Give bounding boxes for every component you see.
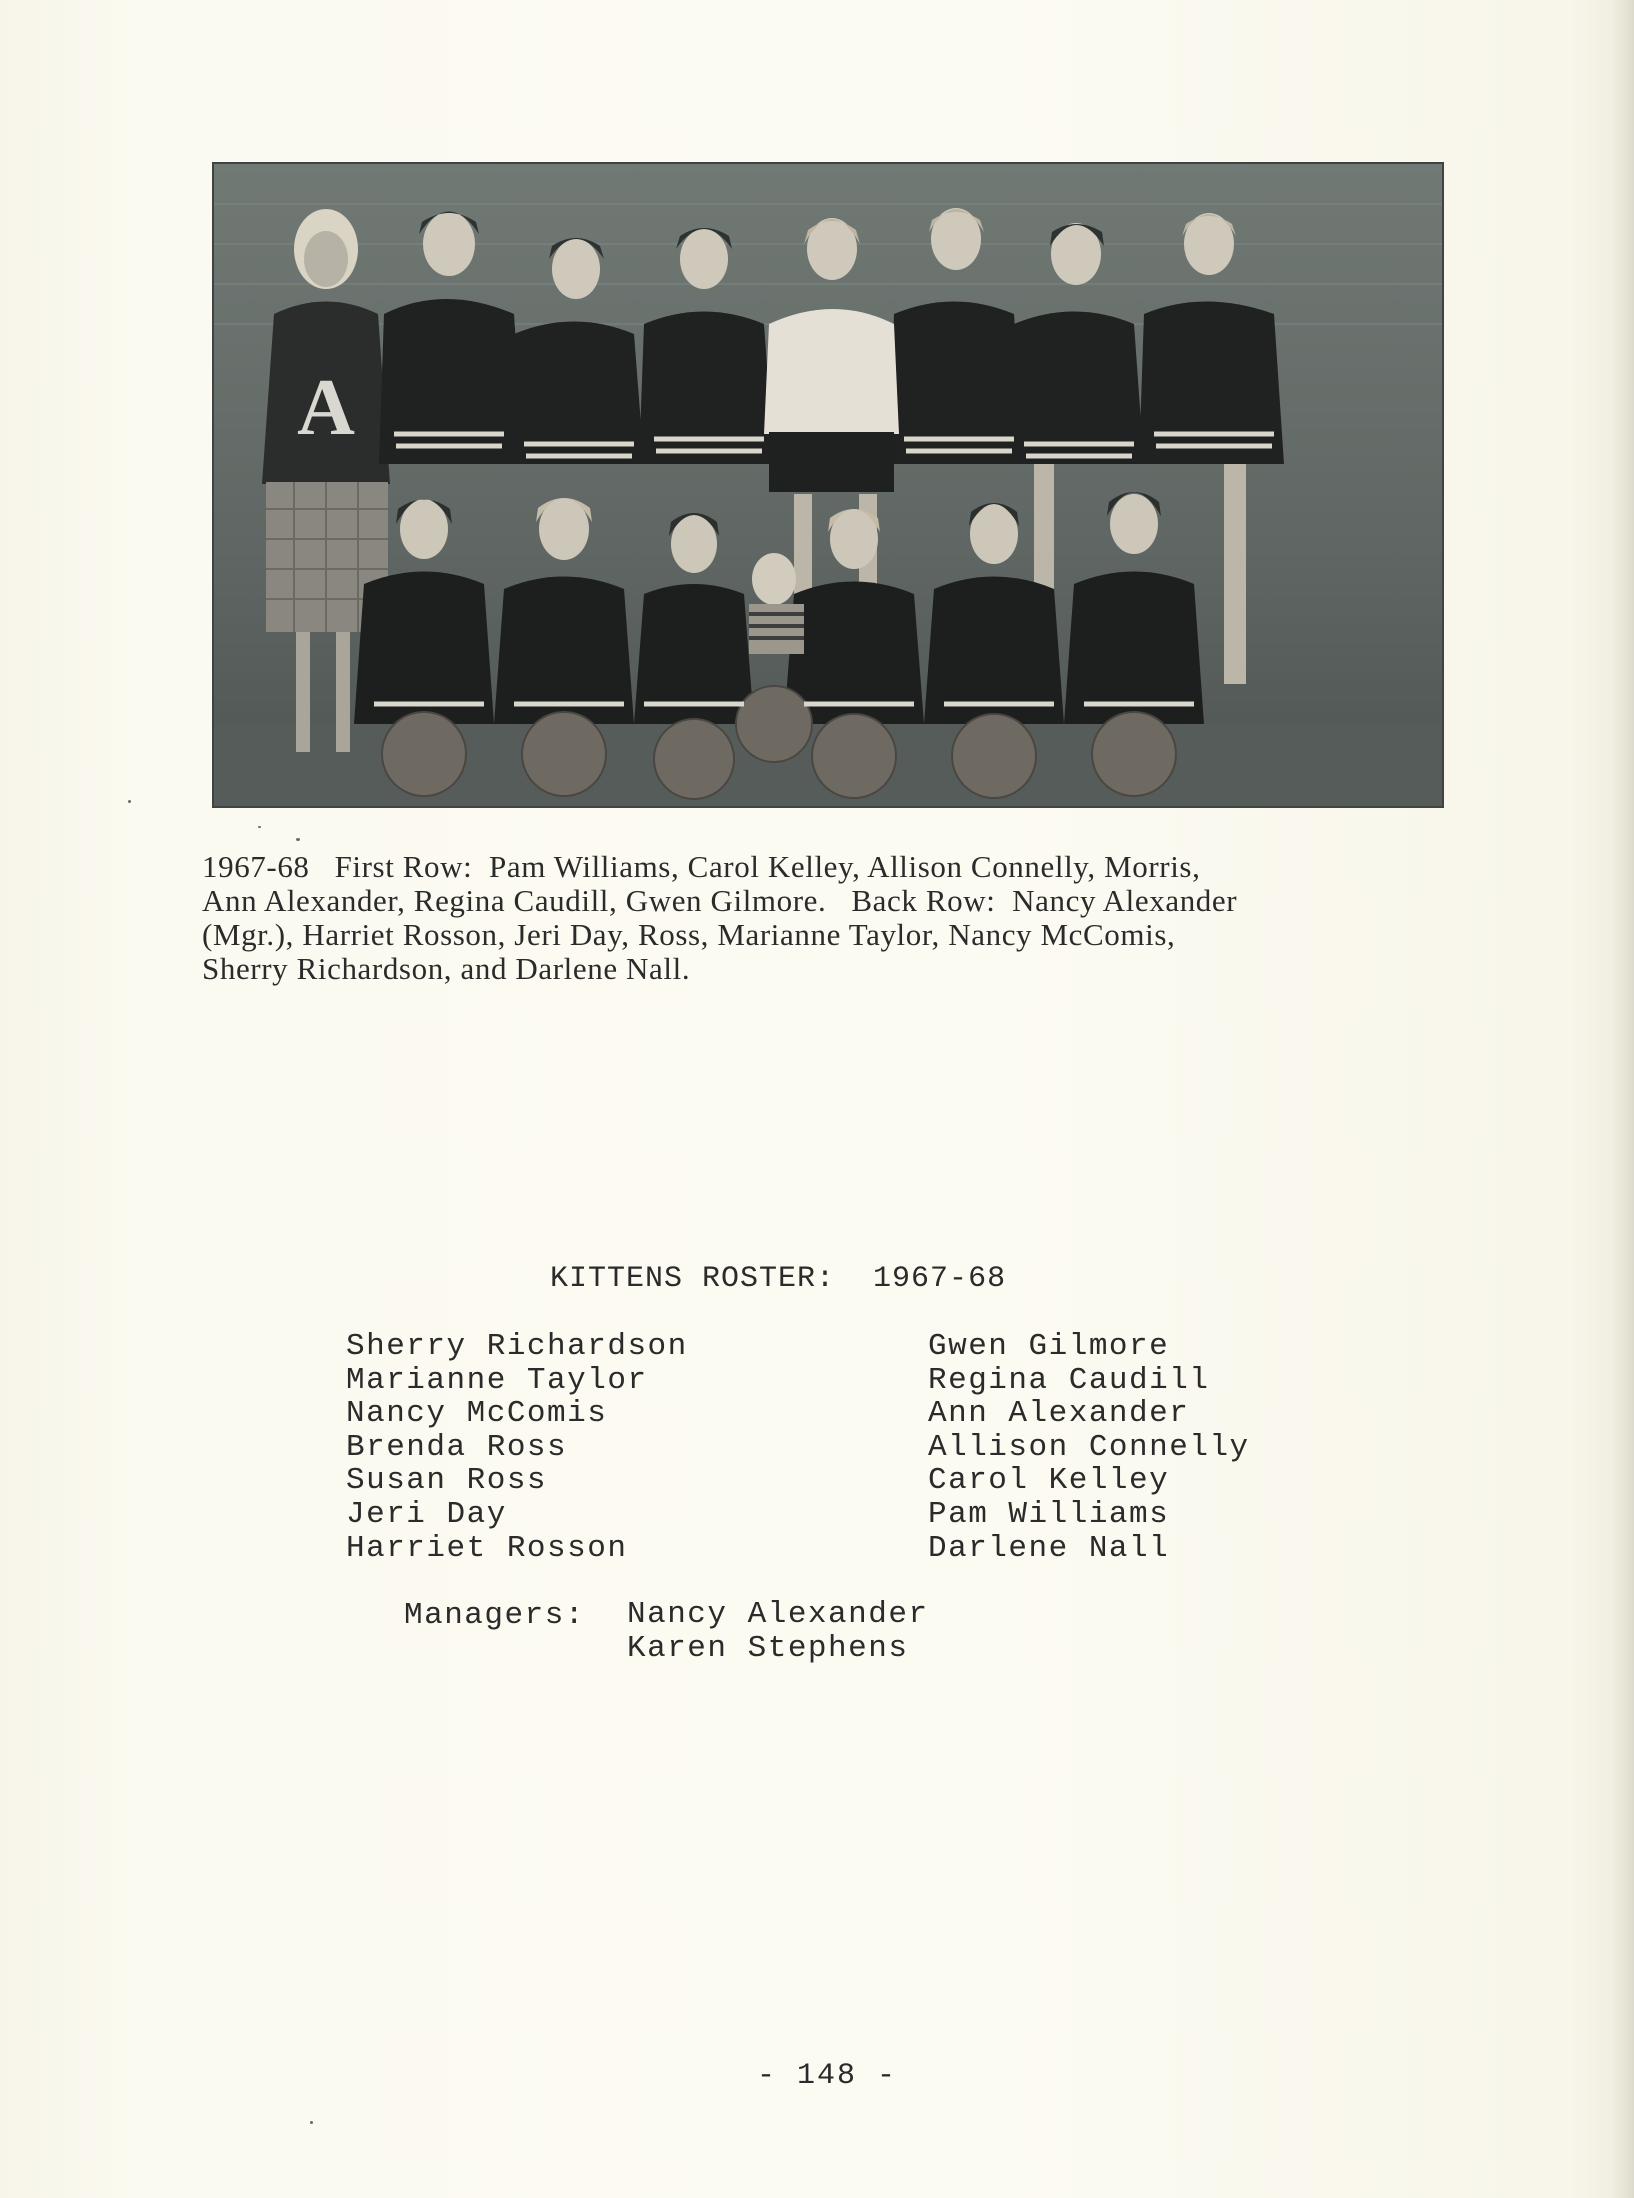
roster-title: KITTENS ROSTER: 1967-68 — [550, 1262, 1007, 1296]
roster-name: Marianne Taylor — [346, 1362, 648, 1398]
roster-name: Susan Ross — [346, 1463, 548, 1499]
roster-name: Pam Williams — [928, 1496, 1170, 1532]
roster-name: Brenda Ross — [346, 1429, 568, 1465]
roster-name: Carol Kelley — [928, 1463, 1170, 1499]
team-photo — [212, 162, 1444, 808]
caption-line: Ann Alexander, Regina Caudill, Gwen Gilmore. Back Row: Nancy Alexander — [202, 883, 1238, 918]
roster-name: Sherry Richardson — [346, 1329, 688, 1364]
caption-line: Sherry Richardson, and Darlene Nall. — [202, 951, 691, 986]
roster-name: Harriet Rosson — [346, 1530, 628, 1566]
roster-left-column — [346, 1330, 688, 1565]
manager-name: Karen Stephens — [627, 1631, 909, 1666]
scan-speck — [128, 800, 131, 803]
svg-text:A: A — [297, 364, 355, 452]
roster-name: Nancy McComis — [346, 1396, 608, 1432]
roster-name: Jeri Day — [346, 1496, 507, 1532]
page-edge-shadow — [1612, 0, 1634, 2198]
photo-caption — [202, 850, 1462, 986]
roster-right-column — [928, 1330, 1250, 1565]
roster-name: Darlene Nall — [928, 1530, 1170, 1566]
roster-name: Gwen Gilmore — [928, 1329, 1170, 1364]
managers-list — [627, 1598, 929, 1666]
caption-line: (Mgr.), Harriet Rosson, Jeri Day, Ross, Marianne Taylor, Nancy McComis, — [202, 917, 1176, 952]
managers-label: Managers: — [404, 1598, 585, 1633]
roster-name: Regina Caudill — [928, 1362, 1210, 1398]
scan-speck — [310, 2121, 313, 2124]
roster-name: Ann Alexander — [928, 1396, 1190, 1432]
scan-speck — [258, 826, 261, 828]
page-number: - 148 - — [757, 2059, 898, 2093]
manager-name: Nancy Alexander — [627, 1597, 929, 1632]
team-photo-icon — [214, 164, 1442, 806]
roster-name: Allison Connelly — [928, 1429, 1250, 1465]
caption-line: 1967-68 First Row: Pam Williams, Carol Kelley, Allison Connelly, Morris, — [202, 849, 1201, 884]
scan-speck — [296, 838, 300, 841]
